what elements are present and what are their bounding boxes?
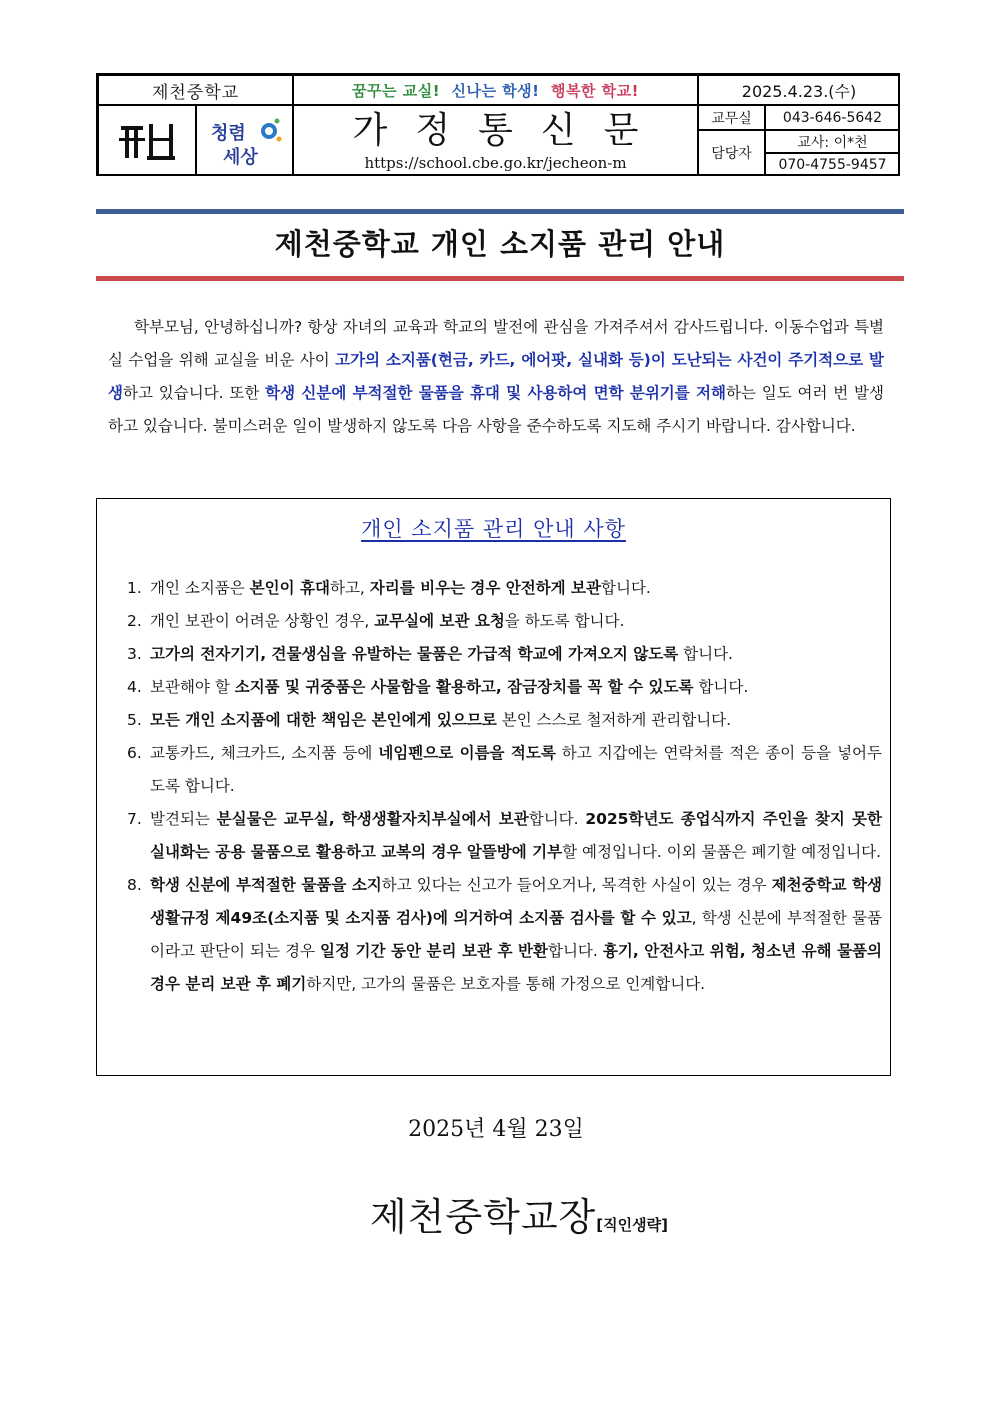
school-url[interactable]: https://school.cbe.go.kr/jecheon-m xyxy=(364,153,627,172)
intro-paragraph xyxy=(108,311,884,443)
list-item: 6. 교통카드, 체크카드, 소지품 등에 네임펜으로 이름을 적도록 하고 지갑에는 연락처를 적은 종이 등을 넣어두도록 합니다. xyxy=(127,744,882,795)
principal-signature xyxy=(370,1186,668,1241)
integrity-logo xyxy=(196,105,293,176)
list-item: 8. 학생 신분에 부적절한 물품을 소지하고 있다는 신고가 들어오거나, 목격한 사실이 있는 경우 제천중학교 학생생활규정 제49조(소지품 및 소지품 검사)에 의거하여 소지품 검사를 할 수 있고, 학생 신분에 부적절한 물품이라고 판단이 되는 경우 일정 기간 동안 분리 보관 후 반환합니다. 흉기, 안전사고 위험, 청소년 유해 물품의 경우 분리 보관 후 폐기하지만, 고가의 물품은 보호자를 통해 가정으로 인계합니다. xyxy=(127,876,883,993)
slogan-part1: 꿈꾸는 교실! xyxy=(352,81,441,100)
list-item: 5. 모든 개인 소지품에 대한 책임은 본인에게 있으므로 본인 스스로 철저하게 관리합니다. xyxy=(127,711,732,729)
intro-highlight-1: 고가의 소지품(현금, 카드, 에어팟, 실내화 등)이 도난되는 사건이 주기적으로 발생 xyxy=(108,351,884,402)
school-logo-icon xyxy=(117,120,177,162)
school-name: 제천중학교 xyxy=(98,75,293,105)
list-item: 2. 개인 보관이 어려운 상황인 경우, 교무실에 보관 요청을 하도록 합니다. xyxy=(127,612,625,630)
school-logo xyxy=(98,105,196,176)
notice-heading: 개인 소지품 관리 안내 사항 xyxy=(361,517,626,541)
list-item: 4. 보관해야 할 소지품 및 귀중품은 사물함을 활용하고, 잠금장치를 꼭 할 수 있도록 합니다. xyxy=(127,678,749,696)
slogan-part3: 행복한 학교! xyxy=(550,81,639,100)
slogan-part2: 신나는 학생! xyxy=(451,81,540,100)
issue-date: 2025.4.23.(수) xyxy=(698,75,900,105)
page-title: 제천중학교 개인 소지품 관리 안내 xyxy=(274,227,726,261)
notice-box xyxy=(96,498,891,1076)
office-label: 교무실 xyxy=(698,105,765,130)
intro-text-3: 하는 일도 여러 번 발생하고 있습니다. 불미스러운 일이 발생하지 않도록 다음 사항을 준수하도록 지도해 주시기 바랍니다. 감사합니다. xyxy=(108,384,885,435)
list-item: 1. 개인 소지품은 본인이 휴대하고, 자리를 비우는 경우 안전하게 보관합니다. xyxy=(127,579,651,597)
svg-text:세상: 세상 xyxy=(222,146,258,168)
seal-note: [직인생략] xyxy=(596,1216,668,1234)
contact-name: 교사: 이*천 xyxy=(765,130,900,153)
office-phone: 043-646-5642 xyxy=(765,105,900,130)
header-table xyxy=(96,73,900,176)
list-item: 3. 고가의 전자기기, 견물생심을 유발하는 물품은 가급적 학교에 가져오지 않도록 합니다. xyxy=(127,645,733,663)
issue-date-footer: 2025년 4월 23일 xyxy=(408,1117,584,1142)
title-band-bottom xyxy=(96,276,904,281)
newsletter-title-cell xyxy=(293,105,698,176)
intro-text-2: 하고 있습니다. 또한 xyxy=(122,384,266,402)
svg-text:청렴: 청렴 xyxy=(210,122,246,144)
signature-text: 제천중학교장 xyxy=(370,1195,597,1239)
integrity-logo-icon xyxy=(207,113,283,169)
contact-label: 담당자 xyxy=(698,130,765,176)
list-item: 7. 발견되는 분실물은 교무실, 학생생활자치부실에서 보관합니다. 2025학년도 종업식까지 주인을 찾지 못한 실내화는 공용 물품으로 활용하고 교복의 경우 알뜰방에 기부할 예정입니다. 이외 물품은 폐기할 예정입니다. xyxy=(127,810,882,861)
notice-list xyxy=(127,572,882,1001)
intro-highlight-2: 학생 신분에 부적절한 물품을 휴대 및 사용하여 면학 분위기를 저해 xyxy=(265,384,726,402)
title-band-top xyxy=(96,209,904,214)
contact-phone: 070-4755-9457 xyxy=(765,153,900,176)
newsletter-title: 가정통신문 xyxy=(352,109,667,151)
slogan xyxy=(293,75,698,105)
intro-text-1: 학부모님, 안녕하십니까? 항상 자녀의 교육과 학교의 발전에 관심을 가져주셔서 감사드립니다. 이동수업과 특별실 수업을 위해 교실을 비운 사이 xyxy=(108,318,884,369)
